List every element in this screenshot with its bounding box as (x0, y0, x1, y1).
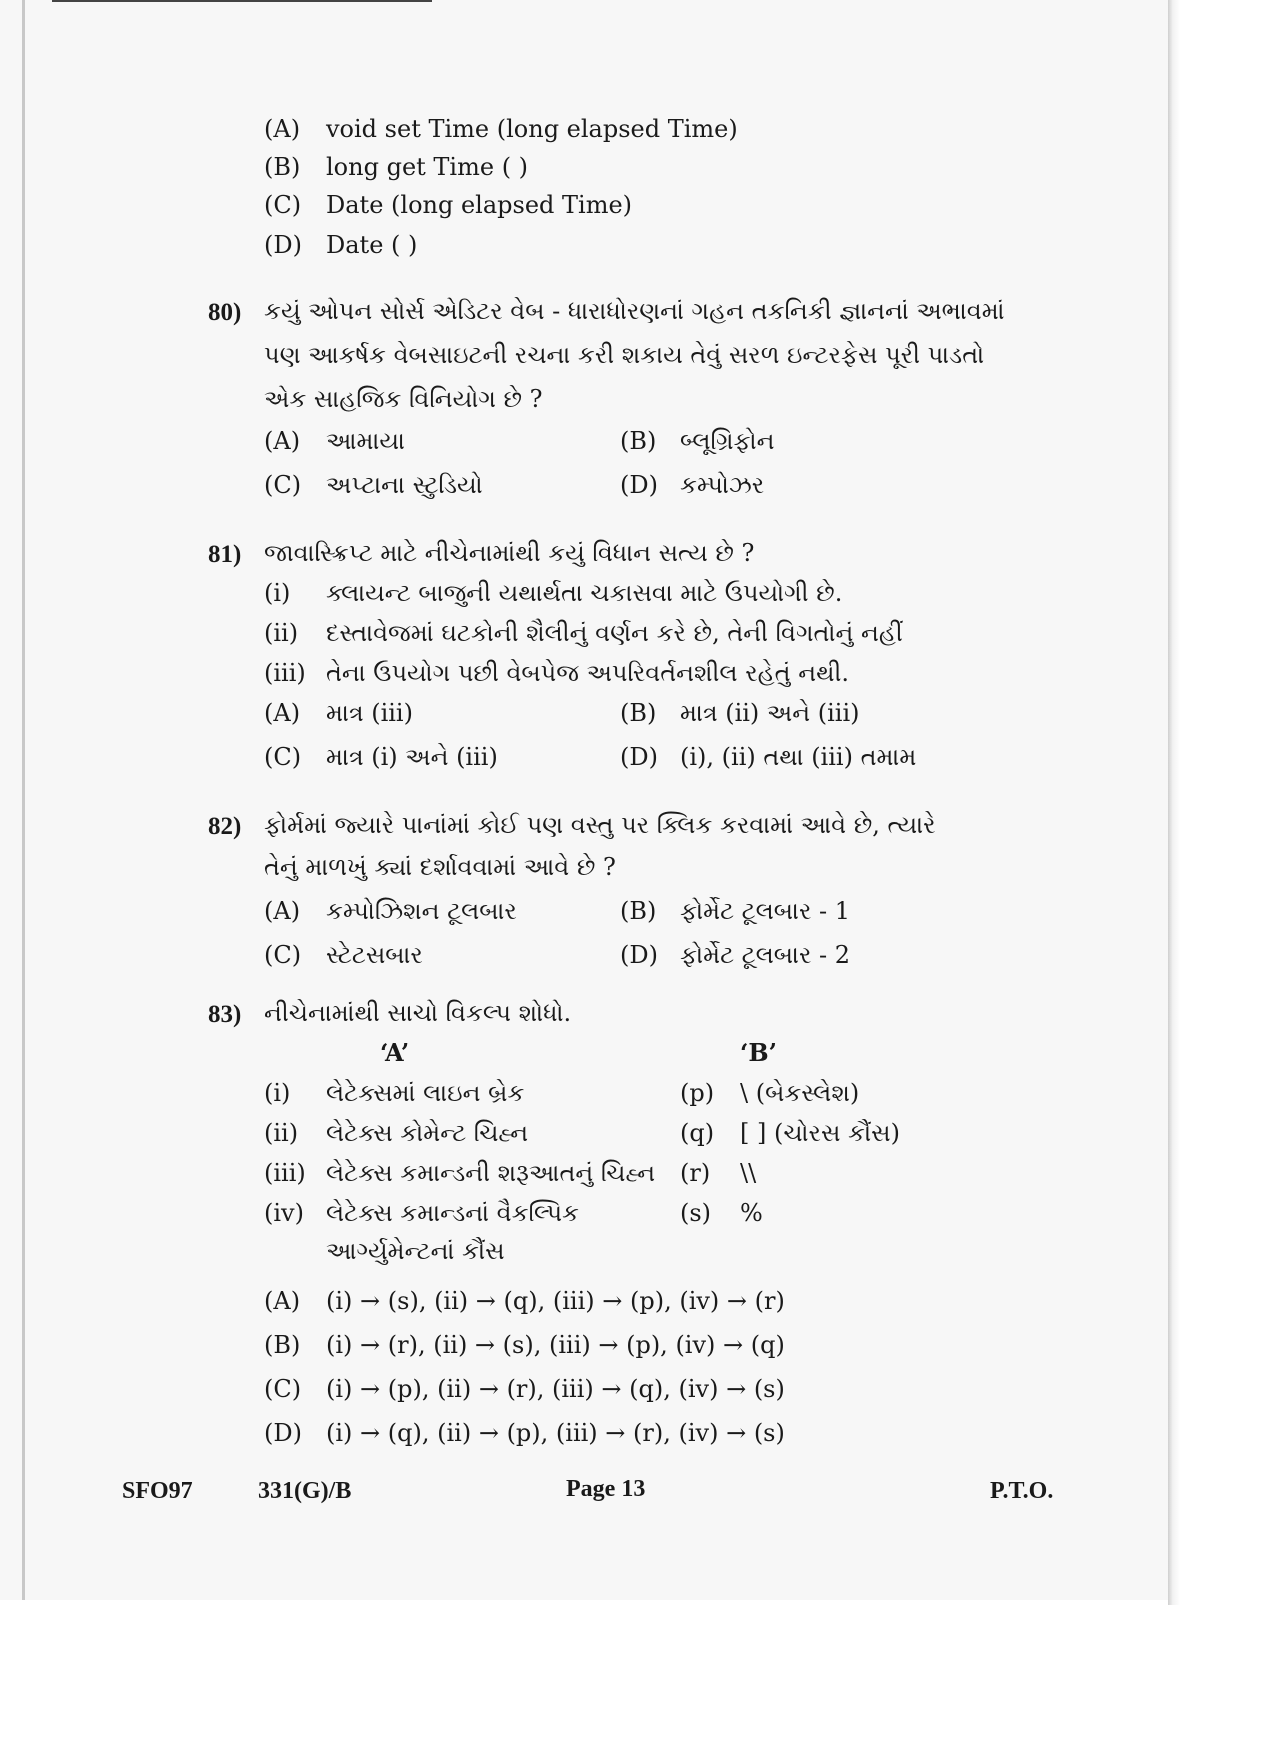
match-a-text: લેટેક્સ કમાન્ડની શરૂઆતનું ચિહ્ન (326, 1159, 656, 1187)
option-label: (C) (264, 1375, 302, 1403)
option-label: (B) (264, 153, 301, 181)
option-label: (C) (264, 471, 302, 499)
option-label: (D) (620, 941, 658, 969)
option-text: (i) → (p), (ii) → (r), (iii) → (q), (iv) → (s) (326, 1375, 785, 1403)
question-number: 81) (208, 541, 242, 568)
option-text: (i) → (q), (ii) → (p), (iii) → (r), (iv) → (s) (326, 1419, 785, 1447)
match-b-label: (r) (680, 1159, 711, 1187)
option-text: long get Time ( ) (326, 153, 529, 181)
match-b-label: (q) (680, 1119, 715, 1147)
option-label: (C) (264, 941, 302, 969)
match-a-label: (iv) (264, 1199, 304, 1227)
option-text: કમ્પોઝિશન ટૂલબાર (326, 897, 517, 925)
match-b-label: (s) (680, 1199, 712, 1227)
column-b-header: ‘B’ (740, 1038, 777, 1067)
question-number: 80) (208, 299, 242, 326)
option-text: (i) → (s), (ii) → (q), (iii) → (p), (iv) → (r) (326, 1287, 785, 1315)
match-a-text: લેટેક્સમાં લાઇન બ્રેક (326, 1079, 525, 1107)
match-a-text: આર્ગ્યુમેન્ટનાં કૌંસ (326, 1237, 505, 1265)
option-label: (A) (264, 1287, 301, 1315)
option-text: અપ્ટાના સ્ટુડિયો (326, 471, 483, 499)
option-text: ફોર્મેટ ટૂલબાર - 2 (680, 941, 850, 969)
question-text: પણ આકર્ષક વેબસાઇટની રચના કરી શકાય તેવું સરળ ઇન્ટરફેસ પૂરી પાડતો (264, 341, 985, 369)
statement-label: (iii) (264, 659, 306, 687)
option-label: (D) (620, 471, 658, 499)
question-number: 82) (208, 813, 242, 840)
page-right-edge (1168, 0, 1180, 1605)
option-label: (C) (264, 743, 302, 771)
match-a-label: (i) (264, 1079, 291, 1107)
option-text: માત્ર (i) અને (iii) (326, 743, 498, 771)
option-text: કમ્પોઝર (680, 471, 765, 499)
option-label: (A) (264, 699, 301, 727)
option-text: ફોર્મેટ ટૂલબાર - 1 (680, 897, 850, 925)
statement-label: (i) (264, 579, 291, 607)
option-label: (B) (620, 897, 657, 925)
footer-code: SFO97 (122, 1478, 193, 1504)
match-b-text: % (740, 1199, 763, 1227)
option-label: (C) (264, 191, 302, 219)
match-a-label: (ii) (264, 1119, 299, 1147)
option-label: (D) (264, 231, 302, 259)
option-label: (B) (264, 1331, 301, 1359)
statement-text: ક્લાયન્ટ બાજુની યથાર્થતા ચકાસવા માટે ઉપયોગી છે. (326, 579, 843, 607)
option-label: (D) (620, 743, 658, 771)
question-text: નીચેનામાંથી સાચો વિકલ્પ શોધો. (264, 999, 572, 1027)
question-text: કયું ઓપન સોર્સ એડિટર વેબ - ધારાધોરણનાં ગહન તકનિકી જ્ઞાનનાં અભાવમાં (264, 297, 1005, 325)
option-label: (A) (264, 897, 301, 925)
question-text: ફોર્મમાં જ્યારે પાનાંમાં કોઈ પણ વસ્તુ પર ક્લિક કરવામાં આવે છે, ત્યારે (264, 811, 936, 839)
match-b-text: \ (બેકસ્લેશ) (740, 1079, 860, 1107)
option-label: (D) (264, 1419, 302, 1447)
question-number: 83) (208, 1001, 242, 1028)
option-label: (B) (620, 699, 657, 727)
match-b-text: [ ] (ચોરસ કૌંસ) (740, 1119, 900, 1147)
option-text: બ્લૂગ્રિફોન (680, 427, 775, 455)
match-b-text: \\ (740, 1159, 757, 1187)
option-text: Date (long elapsed Time) (326, 191, 633, 219)
match-b-label: (p) (680, 1079, 715, 1107)
footer-page-number: Page 13 (566, 1476, 646, 1502)
page-binding-edge (22, 0, 25, 1600)
match-a-text: લેટેક્સ કોમેન્ટ ચિહ્ન (326, 1119, 529, 1147)
match-a-label: (iii) (264, 1159, 306, 1187)
option-text: void set Time (long elapsed Time) (326, 115, 738, 143)
option-text: Date ( ) (326, 231, 418, 259)
footer-paper-id: 331(G)/B (258, 1478, 352, 1504)
option-text: (i), (ii) તથા (iii) તમામ (680, 743, 917, 771)
question-text: તેનું માળખું ક્યાં દર્શાવવામાં આવે છે ? (264, 853, 616, 881)
question-text: જાવાસ્ક્રિપ્ટ માટે નીચેનામાંથી કયું વિધાન સત્ય છે ? (264, 539, 755, 567)
option-text: આમાયા (326, 427, 405, 455)
option-label: (A) (264, 427, 301, 455)
option-text: (i) → (r), (ii) → (s), (iii) → (p), (iv) → (q) (326, 1331, 785, 1359)
option-text: માત્ર (iii) (326, 699, 413, 727)
option-label: (B) (620, 427, 657, 455)
option-text: માત્ર (ii) અને (iii) (680, 699, 860, 727)
statement-text: તેના ઉપયોગ પછી વેબપેજ અપરિવર્તનશીલ રહેતું નથી. (326, 659, 849, 687)
match-a-text: લેટેક્સ કમાન્ડનાં વૈકલ્પિક (326, 1199, 579, 1227)
top-rule (52, 0, 432, 2)
column-a-header: ‘A’ (380, 1038, 410, 1067)
option-label: (A) (264, 115, 301, 143)
footer-pto: P.T.O. (990, 1478, 1054, 1504)
statement-text: દસ્તાવેજમાં ઘટકોની શૈલીનું વર્ણન કરે છે, તેની વિગતોનું નહીં (326, 619, 903, 647)
question-text: એક સાહજિક વિનિયોગ છે ? (264, 385, 543, 413)
statement-label: (ii) (264, 619, 299, 647)
option-text: સ્ટેટસબાર (326, 941, 423, 969)
